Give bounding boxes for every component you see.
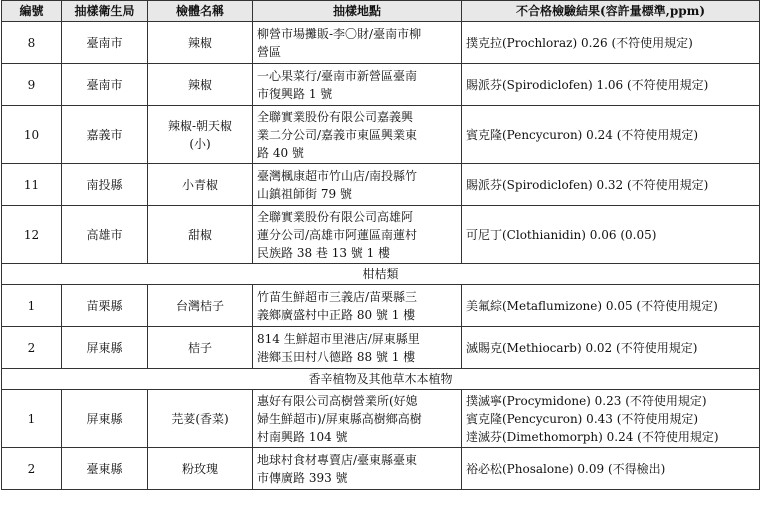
row-location-line: 全聯實業股份有限公司高雄阿 <box>257 209 414 224</box>
row-location <box>253 106 462 164</box>
row-sample-name-line: 辣椒-朝天椒 <box>167 118 233 133</box>
row-bureau: 屏東縣 <box>62 327 148 369</box>
row-result <box>462 327 760 369</box>
row-location-line: 路 40 號 <box>257 145 304 160</box>
row-location-line: 814 生鮮超市里港店/屏東縣里 <box>257 331 420 346</box>
row-sample-name <box>148 164 253 206</box>
row-result <box>462 206 760 264</box>
section-row-citrus <box>2 264 760 285</box>
row-location-line: 市復興路 1 號 <box>257 86 333 101</box>
row-result-line: 裕必松(Phosalone) 0.09 (不得檢出) <box>466 461 666 476</box>
row-sample-name <box>148 327 253 369</box>
row-bureau: 臺南市 <box>62 22 148 64</box>
row-location-line: 義鄉廣盛村中正路 80 號 1 樓 <box>257 307 416 322</box>
table-row <box>2 206 760 264</box>
row-location <box>253 164 462 206</box>
header-row <box>2 1 760 22</box>
row-result-line: 賓克隆(Pencycuron) 0.43 (不符使用規定) <box>466 411 699 426</box>
row-location <box>253 327 462 369</box>
header-bureau: 抽樣衛生局 <box>62 1 148 22</box>
row-location-line: 港鄉玉田村八德路 88 號 1 樓 <box>257 349 416 364</box>
row-sample-name-line: 芫荽(香菜) <box>171 411 229 426</box>
row-location <box>253 22 462 64</box>
row-bureau: 高雄市 <box>62 206 148 264</box>
row-number: 1 <box>2 285 62 327</box>
row-sample-name <box>148 285 253 327</box>
row-sample-name-line: 台灣桔子 <box>175 298 224 313</box>
header-number: 編號 <box>2 1 62 22</box>
row-location-line: 山鎮祖師街 79 號 <box>257 186 352 201</box>
row-sample-name-line: (小) <box>189 136 211 151</box>
row-sample-name <box>148 64 253 106</box>
row-bureau: 苗栗縣 <box>62 285 148 327</box>
row-number: 10 <box>2 106 62 164</box>
row-sample-name <box>148 390 253 448</box>
row-location <box>253 390 462 448</box>
row-number: 8 <box>2 22 62 64</box>
row-location <box>253 206 462 264</box>
row-location-line: 臺灣楓康超市竹山店/南投縣竹 <box>257 168 418 183</box>
row-sample-name <box>148 106 253 164</box>
row-location-line: 惠好有限公司高樹營業所(好媳 <box>257 393 418 408</box>
row-result-line: 撲克拉(Prochloraz) 0.26 (不符使用規定) <box>466 35 693 50</box>
table-row <box>2 327 760 369</box>
row-result-line: 賓克隆(Pencycuron) 0.24 (不符使用規定) <box>466 127 699 142</box>
section-title-herbs: 香辛植物及其他草木本植物 <box>2 369 760 390</box>
row-location-line: 一心果菜行/臺南市新營區臺南 <box>257 68 418 83</box>
row-result <box>462 390 760 448</box>
row-number: 9 <box>2 64 62 106</box>
row-location-line: 村南興路 104 號 <box>257 429 348 444</box>
row-result <box>462 164 760 206</box>
row-number: 2 <box>2 448 62 490</box>
section-title-citrus: 柑桔類 <box>2 264 760 285</box>
row-location-line: 地球村食材專賣店/臺東縣臺東 <box>257 452 418 467</box>
row-bureau: 南投縣 <box>62 164 148 206</box>
row-result-line: 滅賜克(Methiocarb) 0.02 (不符使用規定) <box>466 340 698 355</box>
row-sample-name <box>148 206 253 264</box>
row-sample-name <box>148 22 253 64</box>
row-number: 12 <box>2 206 62 264</box>
row-location-line: 業二分公司/嘉義市東區興業東 <box>257 127 418 142</box>
row-sample-name-line: 粉玫瑰 <box>181 461 218 476</box>
inspection-results-table <box>1 0 760 490</box>
table-row <box>2 448 760 490</box>
row-location <box>253 448 462 490</box>
row-bureau: 臺南市 <box>62 64 148 106</box>
row-result <box>462 448 760 490</box>
header-result: 不合格檢驗結果(容許量標準,ppm) <box>462 1 760 22</box>
row-sample-name-line: 甜椒 <box>187 227 212 242</box>
row-sample-name-line: 辣椒 <box>187 77 212 92</box>
row-location-line: 營區 <box>257 44 282 59</box>
row-result-line: 達滅芬(Dimethomorph) 0.24 (不符使用規定) <box>466 429 719 444</box>
row-sample-name-line: 辣椒 <box>187 35 212 50</box>
row-bureau: 嘉義市 <box>62 106 148 164</box>
row-bureau: 臺東縣 <box>62 448 148 490</box>
row-result-line: 賜派芬(Spirodiclofen) 0.32 (不符使用規定) <box>466 177 709 192</box>
row-sample-name-line: 桔子 <box>187 340 212 355</box>
row-location-line: 蓮分公司/高雄市阿蓮區南蓮村 <box>257 227 418 242</box>
header-location: 抽樣地點 <box>253 1 462 22</box>
row-result <box>462 285 760 327</box>
row-result-line: 可尼丁(Clothianidin) 0.06 (0.05) <box>466 227 657 242</box>
row-number: 2 <box>2 327 62 369</box>
table-row <box>2 106 760 164</box>
table-row <box>2 64 760 106</box>
header-sample-name: 檢體名稱 <box>148 1 253 22</box>
row-result-line: 賜派芬(Spirodiclofen) 1.06 (不符使用規定) <box>466 77 709 92</box>
row-result <box>462 64 760 106</box>
table-row <box>2 285 760 327</box>
row-number: 11 <box>2 164 62 206</box>
row-location <box>253 64 462 106</box>
row-location-line: 全聯實業股份有限公司嘉義興 <box>257 109 414 124</box>
row-result <box>462 22 760 64</box>
row-location <box>253 285 462 327</box>
row-bureau: 屏東縣 <box>62 390 148 448</box>
row-sample-name-line: 小青椒 <box>181 177 218 192</box>
row-location-line: 民族路 38 巷 13 號 1 樓 <box>257 245 391 260</box>
row-location-line: 市傳廣路 393 號 <box>257 470 348 485</box>
row-result <box>462 106 760 164</box>
row-location-line: 婦生鮮超市)/屏東縣高樹鄉高樹 <box>257 411 422 426</box>
row-location-line: 柳營市場攤販-李〇財/臺南市柳 <box>257 26 422 41</box>
row-sample-name <box>148 448 253 490</box>
row-number: 1 <box>2 390 62 448</box>
table-row <box>2 390 760 448</box>
table-row <box>2 164 760 206</box>
row-result-line: 撲滅寧(Procymidone) 0.23 (不符使用規定) <box>466 393 707 408</box>
section-row-herbs <box>2 369 760 390</box>
table-row <box>2 22 760 64</box>
row-result-line: 美氟綜(Metaflumizone) 0.05 (不符使用規定) <box>466 298 718 313</box>
row-location-line: 竹苗生鮮超市三義店/苗栗縣三 <box>257 289 418 304</box>
